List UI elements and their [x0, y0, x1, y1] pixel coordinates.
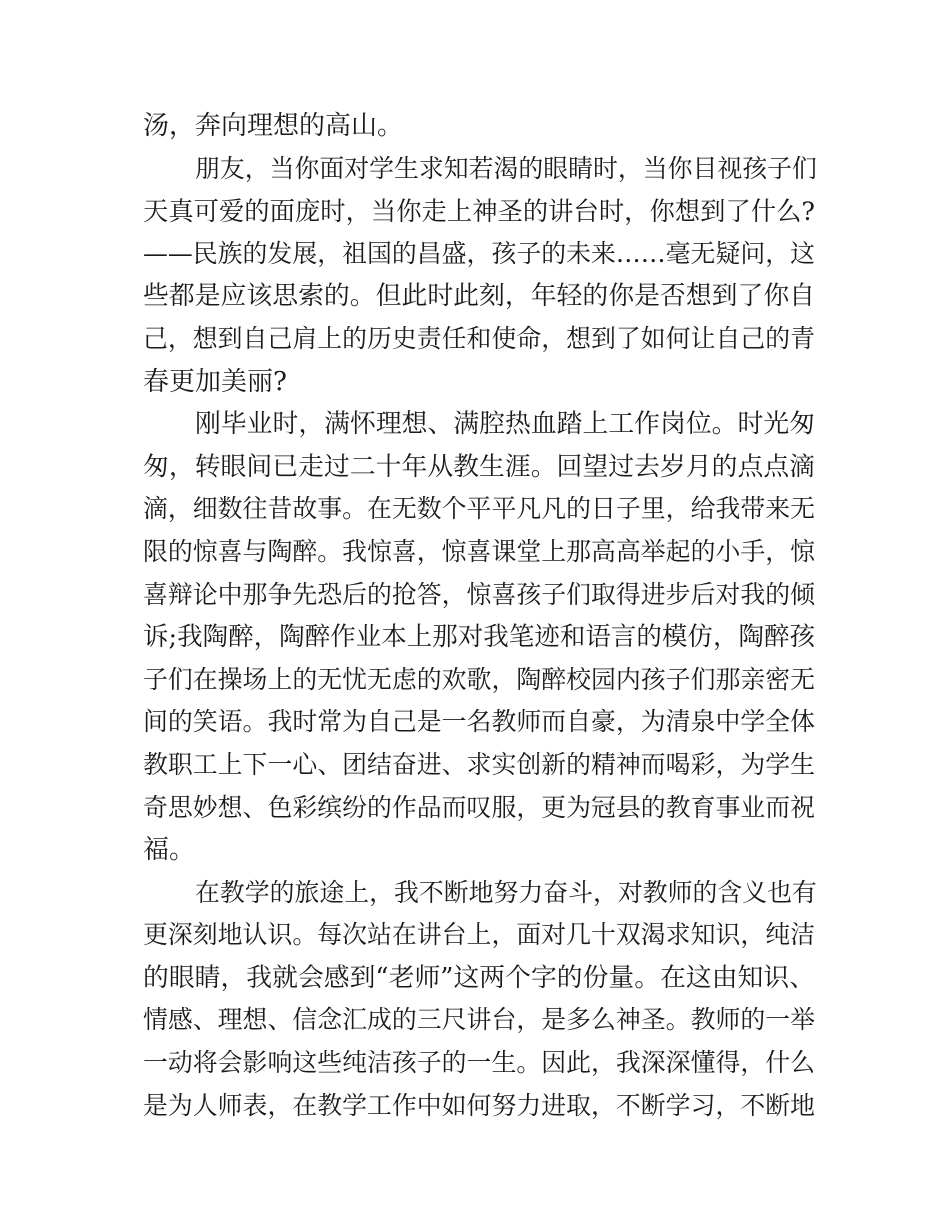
text-line: 更深刻地认识。每次站在讲台上，面对几十双渴求知识，纯洁 — [143, 920, 815, 950]
text-line: 春更加美丽? — [143, 366, 287, 397]
text-line: 间的笑语。我时常为自己是一名教师而自豪，为清泉中学全体 — [143, 707, 815, 737]
text-line: 匆，转眼间已走过二十年从教生涯。回望过去岁月的点点滴 — [143, 451, 815, 482]
text-line: 一动将会影响这些纯洁孩子的一生。因此，我深深懂得，什么 — [143, 1048, 815, 1078]
text-line: 汤，奔向理想的高山。 — [143, 111, 404, 141]
text-line: ——民族的发展，祖国的昌盛，孩子的未来……毫无疑问，这 — [143, 238, 815, 268]
paragraph-first-line: 刚毕业时，满怀理想、满腔热血踏上工作岗位。时光匆 — [195, 409, 815, 440]
paragraph-first-line: 在教学的旅途上，我不断地努力奋斗，对教师的含义也有 — [195, 877, 817, 907]
paragraph-first-line: 朋友，当你面对学生求知若渴的眼睛时，当你目视孩子们 — [195, 153, 817, 183]
text-line: 喜辩论中那争先恐后的抢答，惊喜孩子们取得进步后对我的倾 — [143, 579, 815, 609]
text-line: 天真可爱的面庞时，当你走上神圣的讲台时，你想到了什么? — [143, 196, 815, 227]
text-line: 子们在操场上的无忧无虑的欢歌，陶醉校园内孩子们那亲密无 — [143, 664, 815, 694]
text-line: 诉;我陶醉，陶醉作业本上那对我笔迹和语言的模仿，陶醉孩 — [143, 622, 815, 653]
text-line: 是为人师表，在教学工作中如何努力进取，不断学习，不断地 — [143, 1090, 815, 1120]
text-line: 奇思妙想、色彩缤纷的作品而叹服，更为冠县的教育事业而祝 — [143, 792, 815, 822]
text-line: 些都是应该思索的。但此时此刻，年轻的你是否想到了你自 — [143, 281, 815, 312]
text-line: 己，想到自己肩上的历史责任和使命，想到了如何让自己的青 — [143, 323, 815, 353]
text-line: 教职工上下一心、团结奋进、求实创新的精神而喝彩，为学生 — [143, 749, 815, 779]
text-line: 的眼睛，我就会感到“老师”这两个字的份量。在这由知识、 — [143, 962, 815, 993]
text-line: 滴，细数往昔故事。在无数个平平凡凡的日子里，给我带来无 — [143, 494, 815, 524]
text-line: 限的惊喜与陶醉。我惊喜，惊喜课堂上那高高举起的小手，惊 — [143, 536, 815, 566]
document-body — [143, 105, 815, 1127]
text-line: 情感、理想、信念汇成的三尺讲台，是多么神圣。教师的一举 — [143, 1005, 815, 1035]
text-line: 福。 — [143, 835, 196, 866]
